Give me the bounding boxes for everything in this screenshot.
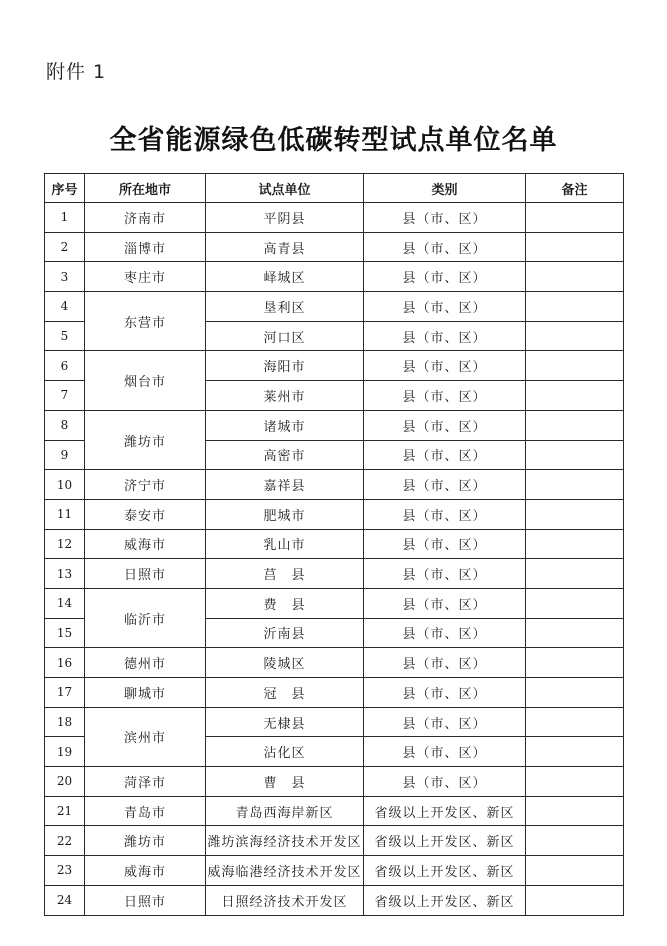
cell-index: 15 — [45, 618, 85, 648]
document-title: 全省能源绿色低碳转型试点单位名单 — [109, 125, 558, 156]
cell-note — [526, 440, 624, 470]
cell-category: 省级以上开发区、新区 — [364, 856, 526, 886]
table-row — [45, 767, 624, 797]
cell-city: 泰安市 — [85, 499, 206, 529]
header-index: 序号 — [45, 174, 85, 203]
table-row — [45, 499, 624, 529]
cell-category: 县（市、区） — [364, 618, 526, 648]
table-row — [45, 885, 624, 915]
cell-category: 县（市、区） — [364, 559, 526, 589]
cell-index: 18 — [45, 707, 85, 737]
table-row — [45, 826, 624, 856]
cell-note — [526, 767, 624, 797]
cell-category: 县（市、区） — [364, 232, 526, 262]
table-row — [45, 529, 624, 559]
cell-index: 14 — [45, 588, 85, 618]
cell-index: 23 — [45, 856, 85, 886]
cell-category: 省级以上开发区、新区 — [364, 826, 526, 856]
attachment-label: 附件 1 — [46, 61, 107, 83]
table-row — [45, 588, 624, 618]
cell-category: 县（市、区） — [364, 707, 526, 737]
cell-city: 滨州市 — [85, 707, 206, 766]
cell-note — [526, 410, 624, 440]
table-row — [45, 351, 624, 381]
cell-unit: 沂南县 — [206, 618, 364, 648]
table-row — [45, 262, 624, 292]
table-row — [45, 648, 624, 678]
table-row — [45, 559, 624, 589]
cell-unit: 峄城区 — [206, 262, 364, 292]
cell-index: 13 — [45, 559, 85, 589]
cell-unit: 日照经济技术开发区 — [206, 885, 364, 915]
cell-city: 日照市 — [85, 885, 206, 915]
cell-unit: 费 县 — [206, 588, 364, 618]
cell-category: 县（市、区） — [364, 678, 526, 708]
cell-index: 16 — [45, 648, 85, 678]
cell-note — [526, 737, 624, 767]
cell-category: 县（市、区） — [364, 529, 526, 559]
cell-note — [526, 588, 624, 618]
cell-index: 17 — [45, 678, 85, 708]
cell-city: 淄博市 — [85, 232, 206, 262]
cell-city: 青岛市 — [85, 796, 206, 826]
cell-unit: 平阴县 — [206, 203, 364, 233]
header-unit: 试点单位 — [206, 174, 364, 203]
cell-category: 省级以上开发区、新区 — [364, 885, 526, 915]
cell-unit: 沾化区 — [206, 737, 364, 767]
cell-index: 5 — [45, 321, 85, 351]
cell-category: 县（市、区） — [364, 499, 526, 529]
cell-index: 4 — [45, 292, 85, 322]
cell-unit: 垦利区 — [206, 292, 364, 322]
cell-city: 聊城市 — [85, 678, 206, 708]
cell-note — [526, 559, 624, 589]
cell-note — [526, 351, 624, 381]
cell-note — [526, 529, 624, 559]
cell-unit: 河口区 — [206, 321, 364, 351]
cell-index: 1 — [45, 203, 85, 233]
cell-note — [526, 826, 624, 856]
cell-unit: 潍坊滨海经济技术开发区 — [206, 826, 364, 856]
cell-note — [526, 618, 624, 648]
cell-unit: 海阳市 — [206, 351, 364, 381]
cell-unit: 嘉祥县 — [206, 470, 364, 500]
cell-city: 临沂市 — [85, 588, 206, 647]
cell-unit: 曹 县 — [206, 767, 364, 797]
cell-note — [526, 470, 624, 500]
cell-city: 潍坊市 — [85, 826, 206, 856]
cell-index: 20 — [45, 767, 85, 797]
table-header-row — [45, 174, 624, 203]
table-row — [45, 856, 624, 886]
cell-city: 德州市 — [85, 648, 206, 678]
table-row — [45, 707, 624, 737]
pilot-unit-table — [44, 173, 624, 916]
cell-category: 县（市、区） — [364, 262, 526, 292]
cell-unit: 肥城市 — [206, 499, 364, 529]
cell-category: 县（市、区） — [364, 351, 526, 381]
cell-unit: 威海临港经济技术开发区 — [206, 856, 364, 886]
cell-index: 21 — [45, 796, 85, 826]
cell-unit: 冠 县 — [206, 678, 364, 708]
cell-category: 县（市、区） — [364, 470, 526, 500]
cell-city: 威海市 — [85, 529, 206, 559]
cell-city: 济南市 — [85, 203, 206, 233]
cell-note — [526, 796, 624, 826]
cell-index: 24 — [45, 885, 85, 915]
cell-city: 济宁市 — [85, 470, 206, 500]
cell-unit: 莒 县 — [206, 559, 364, 589]
cell-note — [526, 856, 624, 886]
cell-category: 县（市、区） — [364, 648, 526, 678]
cell-note — [526, 885, 624, 915]
cell-category: 县（市、区） — [364, 737, 526, 767]
cell-category: 县（市、区） — [364, 767, 526, 797]
cell-city: 潍坊市 — [85, 410, 206, 469]
cell-city: 威海市 — [85, 856, 206, 886]
header-note: 备注 — [526, 174, 624, 203]
header-category: 类别 — [364, 174, 526, 203]
cell-index: 22 — [45, 826, 85, 856]
cell-note — [526, 648, 624, 678]
cell-note — [526, 292, 624, 322]
cell-category: 县（市、区） — [364, 203, 526, 233]
cell-category: 县（市、区） — [364, 292, 526, 322]
cell-index: 6 — [45, 351, 85, 381]
cell-index: 12 — [45, 529, 85, 559]
cell-city: 枣庄市 — [85, 262, 206, 292]
table-row — [45, 292, 624, 322]
cell-index: 7 — [45, 381, 85, 411]
cell-category: 省级以上开发区、新区 — [364, 796, 526, 826]
table-row — [45, 203, 624, 233]
table-row — [45, 796, 624, 826]
cell-index: 19 — [45, 737, 85, 767]
table-row — [45, 232, 624, 262]
table-row — [45, 678, 624, 708]
cell-unit: 高青县 — [206, 232, 364, 262]
cell-city: 东营市 — [85, 292, 206, 351]
cell-note — [526, 203, 624, 233]
cell-unit: 高密市 — [206, 440, 364, 470]
cell-index: 11 — [45, 499, 85, 529]
cell-note — [526, 499, 624, 529]
cell-unit: 莱州市 — [206, 381, 364, 411]
cell-unit: 无棣县 — [206, 707, 364, 737]
header-city: 所在地市 — [85, 174, 206, 203]
table-row — [45, 410, 624, 440]
cell-unit: 陵城区 — [206, 648, 364, 678]
cell-note — [526, 678, 624, 708]
cell-index: 8 — [45, 410, 85, 440]
cell-note — [526, 232, 624, 262]
cell-index: 2 — [45, 232, 85, 262]
cell-note — [526, 321, 624, 351]
table-body — [45, 203, 624, 916]
cell-category: 县（市、区） — [364, 410, 526, 440]
cell-city: 菏泽市 — [85, 767, 206, 797]
cell-category: 县（市、区） — [364, 440, 526, 470]
cell-unit: 乳山市 — [206, 529, 364, 559]
cell-unit: 青岛西海岸新区 — [206, 796, 364, 826]
cell-city: 烟台市 — [85, 351, 206, 410]
cell-note — [526, 707, 624, 737]
cell-category: 县（市、区） — [364, 381, 526, 411]
cell-index: 10 — [45, 470, 85, 500]
cell-index: 3 — [45, 262, 85, 292]
cell-note — [526, 262, 624, 292]
cell-category: 县（市、区） — [364, 588, 526, 618]
table-row — [45, 470, 624, 500]
cell-unit: 诸城市 — [206, 410, 364, 440]
cell-city: 日照市 — [85, 559, 206, 589]
cell-index: 9 — [45, 440, 85, 470]
cell-note — [526, 381, 624, 411]
cell-category: 县（市、区） — [364, 321, 526, 351]
